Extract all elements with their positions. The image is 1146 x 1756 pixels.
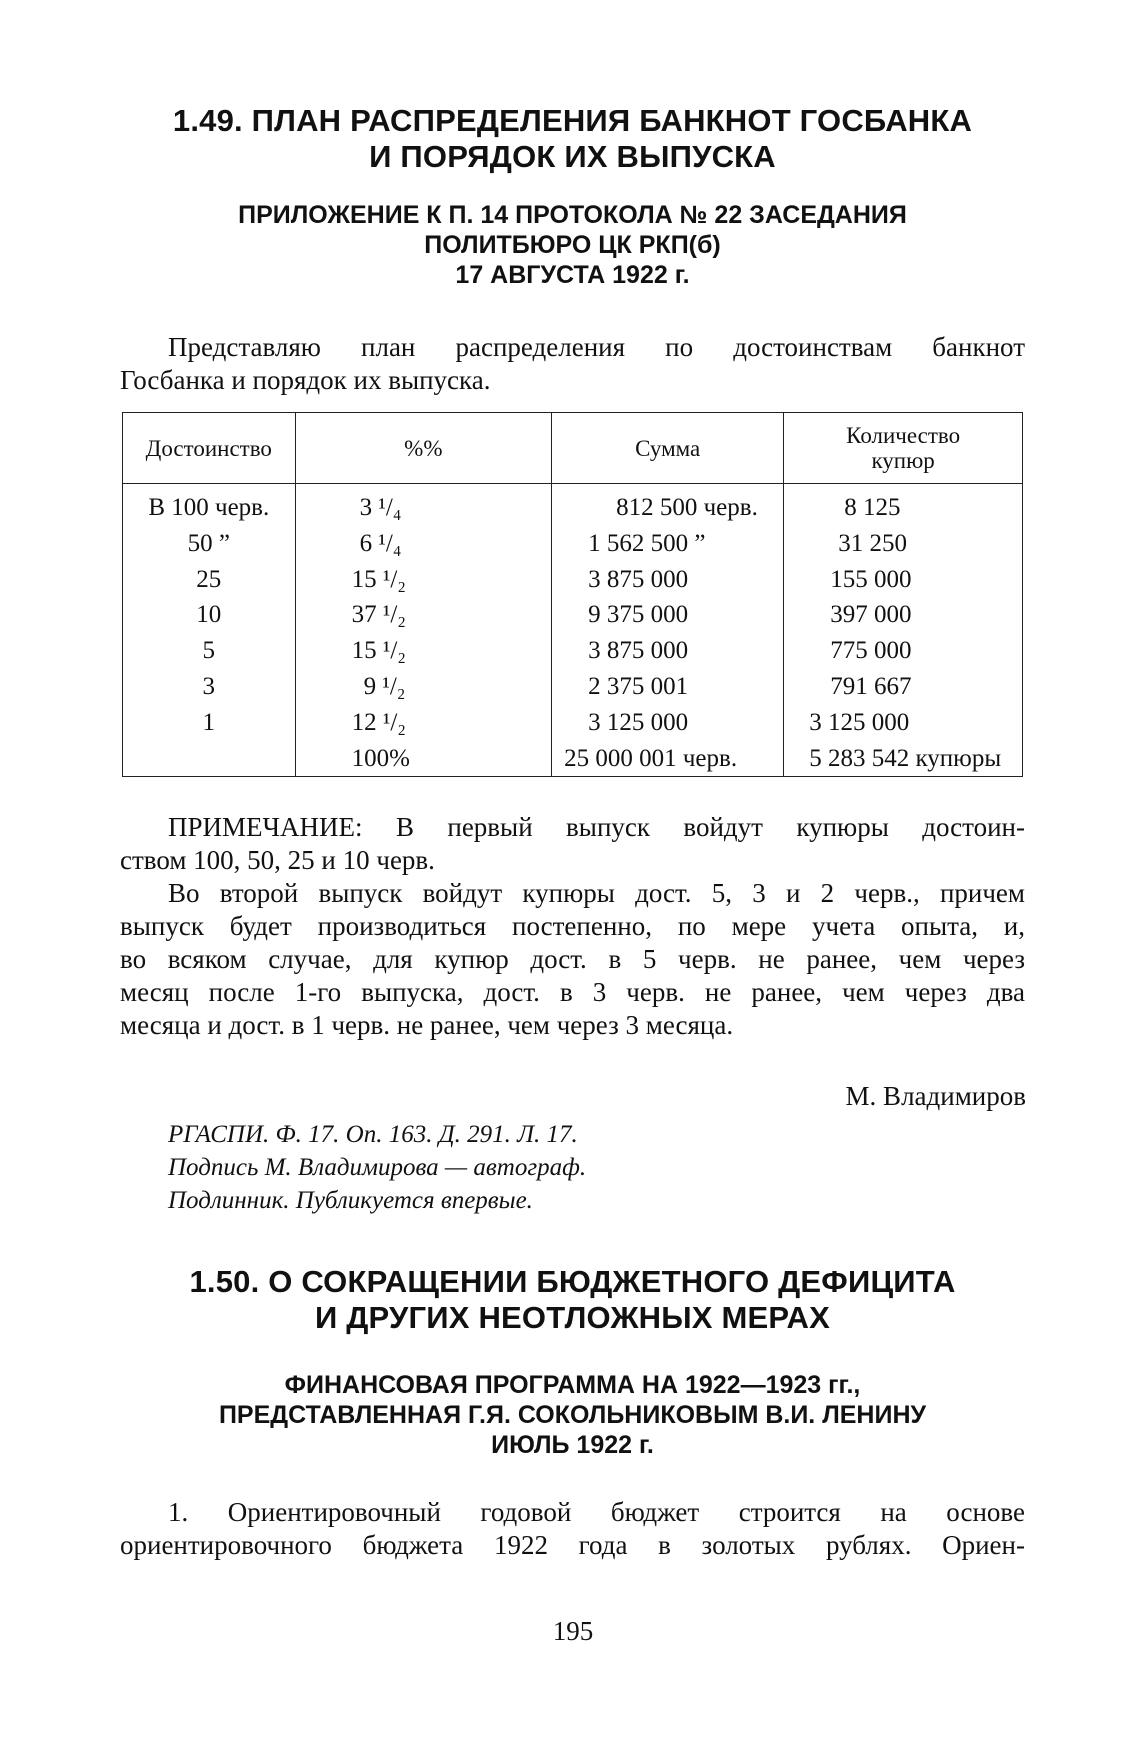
cell-denomination: 10 — [123, 597, 296, 633]
cell-quantity: 3 125 000 — [784, 705, 1023, 741]
document-title-1-49: 1.49. ПЛАН РАСПРЕДЕЛЕНИЯ БАНКНОТ ГОСБАНКА И ПОРЯДОК ИХ ВЫПУСКА — [172, 103, 973, 174]
cell-denomination: 25 — [123, 562, 296, 598]
header-quantity: Количество купюр — [784, 413, 1023, 484]
cell-percent: 6 ¹/₄ — [295, 526, 552, 562]
document-subtitle-1-50: ФИНАНСОВАЯ ПРОГРАММА НА 1922—1923 гг., ПРЕДСТАВЛЕННАЯ Г.Я. СОКОЛЬНИКОВЫМ В.И. ЛЕНИНУ ИЮЛЬ 1922 г. — [218, 1371, 927, 1459]
cell-quantity: 155 000 — [784, 562, 1023, 598]
header-percent: %% — [295, 413, 552, 484]
cell-denomination: 3 — [123, 669, 296, 705]
cell-percent: 9 ¹/₂ — [295, 669, 552, 705]
cell-sum: 3 125 000 — [552, 705, 784, 741]
program-paragraph-1: 1. Ориентировочный годовой бюджет строится на основе ориентировочного бюджета 1922 года в золотых рублях. Ориен- — [120, 1497, 1025, 1560]
cell-quantity: 31 250 — [784, 526, 1023, 562]
table-header-row — [123, 413, 1023, 484]
signature: М. Владимиров — [845, 1081, 1026, 1111]
cell-denomination — [123, 741, 296, 777]
table-row — [123, 597, 1023, 633]
cell-quantity: 397 000 — [784, 597, 1023, 633]
header-denomination: Достоинство — [123, 413, 296, 484]
page-number: 195 — [552, 1616, 594, 1646]
document-title-1-50: 1.50. О СОКРАЩЕНИИ БЮДЖЕТНОГО ДЕФИЦИТА И ДРУГИХ НЕОТЛОЖНЫХ МЕРАХ — [189, 1264, 956, 1335]
note-paragraph: ПРИМЕЧАНИЕ: В первый выпуск войдут купюры достоин- ством 100, 50, 25 и 10 черв. — [120, 812, 1025, 875]
cell-quantity: 8 125 — [784, 484, 1023, 526]
cell-quantity-total: 5 283 542 купюры — [784, 741, 1023, 777]
cell-denomination: 5 — [123, 633, 296, 669]
document-subtitle-1-49: ПРИЛОЖЕНИЕ К П. 14 ПРОТОКОЛА № 22 ЗАСЕДАНИЯ ПОЛИТБЮРО ЦК РКП(б) 17 АВГУСТА 1922 г. — [238, 201, 907, 289]
cell-percent: 37 ¹/₂ — [295, 597, 552, 633]
cell-percent: 12 ¹/₂ — [295, 705, 552, 741]
cell-denomination: 1 — [123, 705, 296, 741]
cell-sum: 812 500 черв. — [552, 484, 784, 526]
table-row — [123, 633, 1023, 669]
cell-percent: 3 ¹/₄ — [295, 484, 552, 526]
cell-sum: 1 562 500 ” — [552, 526, 784, 562]
table-row — [123, 526, 1023, 562]
cell-sum: 3 875 000 — [552, 633, 784, 669]
cell-percent-total: 100% — [295, 741, 552, 777]
cell-denomination: В 100 черв. — [123, 484, 296, 526]
header-sum: Сумма — [552, 413, 784, 484]
cell-quantity: 775 000 — [784, 633, 1023, 669]
table-row — [123, 562, 1023, 598]
table-row — [123, 669, 1023, 705]
table-total-row — [123, 741, 1023, 777]
intro-paragraph: Представляю план распределения по достоинствам банкнот Госбанка и порядок их выпуска. — [120, 332, 1025, 395]
archival-source: РГАСПИ. Ф. 17. Оп. 163. Д. 291. Л. 17. Подпись М. Владимирова — автограф. Подлинник. Публикуется впервые. — [168, 1121, 587, 1214]
cell-percent: 15 ¹/₂ — [295, 562, 552, 598]
cell-sum-total: 25 000 001 черв. — [552, 741, 784, 777]
table-row — [123, 705, 1023, 741]
second-issue-paragraph: Во второй выпуск войдут купюры дост. 5, 3 и 2 черв., причем выпуск будет производиться постепенно, по мере учета опыта, и, во всяком случае, для купюр дост. в 5 черв. не ранее, чем через месяц после 1-го выпуска, дост. в 3 черв. не ранее, чем через два месяца и дост. в 1 черв. не ранее, чем через 3 месяца. — [120, 878, 1025, 1040]
cell-sum: 3 875 000 — [552, 562, 784, 598]
cell-percent: 15 ¹/₂ — [295, 633, 552, 669]
cell-sum: 9 375 000 — [552, 597, 784, 633]
cell-sum: 2 375 001 — [552, 669, 784, 705]
table-row — [123, 484, 1023, 526]
banknote-distribution-table — [122, 412, 1023, 777]
cell-denomination: 50 ” — [123, 526, 296, 562]
cell-quantity: 791 667 — [784, 669, 1023, 705]
